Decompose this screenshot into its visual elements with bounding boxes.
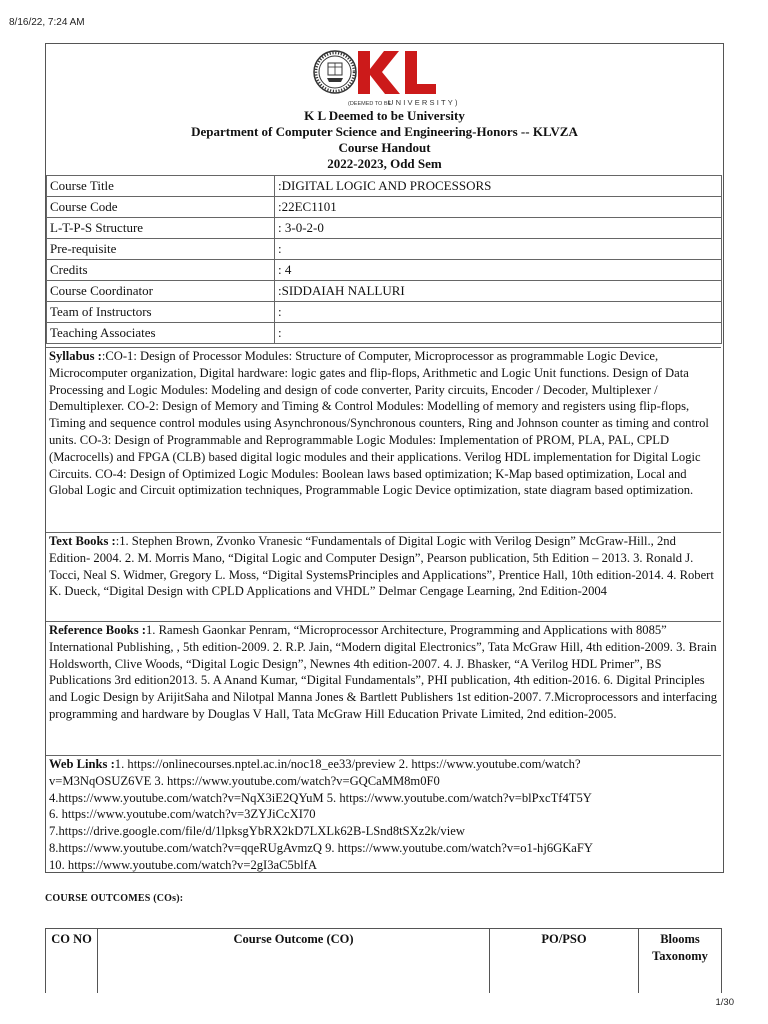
web-link-line[interactable]: 8.https://www.youtube.com/watch?v=qqeRUgAvmzQ 9. https://www.youtube.com/watch?v=o1-hj6GKaFY (49, 840, 593, 855)
info-row-coordinator (47, 281, 722, 302)
info-label: Pre-requisite (47, 239, 275, 260)
info-row-credits (47, 260, 722, 281)
logo-deemed-text: (DEEMED TO BE (348, 101, 392, 107)
reference-books-text: 1. Ramesh Gaonkar Penram, “Microprocessor Architecture, Programming and Applications with 8085” International Publishing, , 5th edition-2009. 2. R.P. Jain, “Modern digital Electronics”, Tata McGraw Hill, 4th edition-2009. 3. Brain Holdsworth, Clive Woods, “Digital Logic Design”, Newnes 4th edition-2007. 4. J. Bhasker, “A Verilog HDL Primer”, BS Publications 3rd edition2013. 5. A Anand Kumar, “Digital Fundamentals”, PHI publication, 4th edition-2016. 6. Digital Principles and Logic Design by ArijitSaha and Nilotpal Manna Jones & Bartlett Publishers 1st edition-2007. 7.Microprocessors and interfacing programming and hardware by Douglas V Hall, Tata McGraw Hill Education Private Limited, 2nd edition-2005. (49, 623, 718, 721)
info-value: :DIGITAL LOGIC AND PROCESSORS (275, 176, 722, 197)
handout-header (46, 108, 723, 172)
info-row-instructors (47, 302, 722, 323)
course-outcomes-table (45, 928, 722, 993)
co-no-header: CO NO (46, 929, 98, 994)
university-seal-icon (314, 51, 356, 93)
info-row-course-title (47, 176, 722, 197)
web-links-label: Web Links : (49, 757, 115, 771)
info-label: Course Title (47, 176, 275, 197)
university-logo (308, 47, 468, 111)
info-value: : 4 (275, 260, 722, 281)
course-outcomes-heading: COURSE OUTCOMES (COs): (45, 893, 184, 904)
text-books-label: Text Books : (49, 534, 116, 548)
info-value: : (275, 239, 722, 260)
syllabus-text: :CO-1: Design of Processor Modules: Structure of Computer, Microprocessor as programmable Logic Device, Microcomputer organization, Digital hardware: logic gates and flip-flops, Arithmetic and Logic Unit functions. Design of Data Processing and Logic Modules: Modeling and design of code converter, Parity circuits, Encoder / Decoder, Multiplexer / Demultiplexer. CO-2: Design of Memory and Timing & Control Modules: Modelling of memory and registers using flip-flops, Timing and sequence control modules using Asynchronous/Synchronous counters, Ring and Johnson counter as timing and control units. CO-3: Design of Programmable and Reprogrammable Logic Modules: Implementation of PROM, PLA, PAL, CPLD (Macrocells) and FPGA (CLB) based digital logic modules and their applications. Verilog HDL implementation for Digital Logic Circuits. CO-4: Design of Optimized Logic Modules: Boolean laws based optimization; K-Map based optimization, Local and Global Logic and Circuit optimization techniques, Programmable Logic Device optimization, state diagram based optimization. (49, 349, 709, 498)
co-outcome-header: Course Outcome (CO) (98, 929, 490, 994)
info-row-teaching-associates (47, 323, 722, 344)
document-title: Course Handout (338, 140, 431, 155)
web-links-section (46, 755, 721, 873)
web-link-line[interactable]: 4.https://www.youtube.com/watch?v=NqX3iE2QYuM 5. https://www.youtube.com/watch?v=blPxcTf4T5Y (49, 790, 592, 805)
web-link-line[interactable]: 10. https://www.youtube.com/watch?v=2gI3aC5blfA (49, 857, 317, 872)
info-value: : 3-0-2-0 (275, 218, 722, 239)
co-po-pso-header: PO/PSO (490, 929, 639, 994)
text-books-section (46, 532, 721, 619)
info-label: L-T-P-S Structure (47, 218, 275, 239)
info-value: :SIDDAIAH NALLURI (275, 281, 722, 302)
info-label: Course Code (47, 197, 275, 218)
web-link-line[interactable]: 6. https://www.youtube.com/watch?v=3ZYJiCcXI70 (49, 807, 316, 822)
course-info-table (46, 175, 722, 344)
university-name: K L Deemed to be University (304, 108, 465, 123)
info-value: : (275, 302, 722, 323)
co-header-row (46, 929, 722, 994)
co-blooms-header: Blooms Taxonomy (639, 929, 722, 994)
kl-logo-icon (358, 51, 436, 94)
syllabus-section (46, 347, 721, 528)
syllabus-label: Syllabus : (49, 349, 102, 363)
info-label: Team of Instructors (47, 302, 275, 323)
web-link-line[interactable]: 1. https://onlinecourses.nptel.ac.in/noc18_ee33/preview 2. https://www.youtube.com/watch? (114, 757, 581, 771)
department-name: Department of Computer Science and Engineering-Honors -- KLVZA (191, 124, 578, 139)
print-header-timestamp: 8/16/22, 7:24 AM (9, 17, 85, 28)
info-row-ltps-structure (47, 218, 722, 239)
info-row-course-code (47, 197, 722, 218)
course-handout-frame (45, 43, 724, 873)
info-label: Course Coordinator (47, 281, 275, 302)
page-number: 1/30 (715, 997, 734, 1008)
web-link-line[interactable]: v=M3NqOSUZ6VE 3. https://www.youtube.com/watch?v=GQCaMM8m0F0 (49, 773, 440, 788)
reference-books-section (46, 621, 721, 754)
web-link-line[interactable]: 7.https://drive.google.com/file/d/1lpksgYbRX2kD7LXLk62B-LSnd8tSXz2k/view (49, 824, 465, 839)
text-books-text: :1. Stephen Brown, Zvonko Vranesic “Fundamentals of Digital Logic with Verilog Design” McGraw-Hill., 2nd Edition- 2004. 2. M. Morris Mano, “Digital Logic and Computer Design”, Pearson publication, 5th Edition – 2013. 3. Ronald J. Tocci, Neal S. Widmer, Gregory L. Moss, “Digital SystemsPrinciples and Applications”, Prentice Hall, 10th edition-2014. 4. Robert K. Dueck, “Digital Design with CPLD Applications and VHDL” Delmar Cengage Learning, 2nd Edition-2004 (49, 534, 714, 599)
info-row-prerequisite (47, 239, 722, 260)
session-label: 2022-2023, Odd Sem (327, 156, 442, 171)
info-value: :22EC1101 (275, 197, 722, 218)
info-label: Credits (47, 260, 275, 281)
reference-books-label: Reference Books : (49, 623, 146, 637)
logo-university-text: UNIVERSITY) (388, 98, 460, 107)
info-value: : (275, 323, 722, 344)
info-label: Teaching Associates (47, 323, 275, 344)
